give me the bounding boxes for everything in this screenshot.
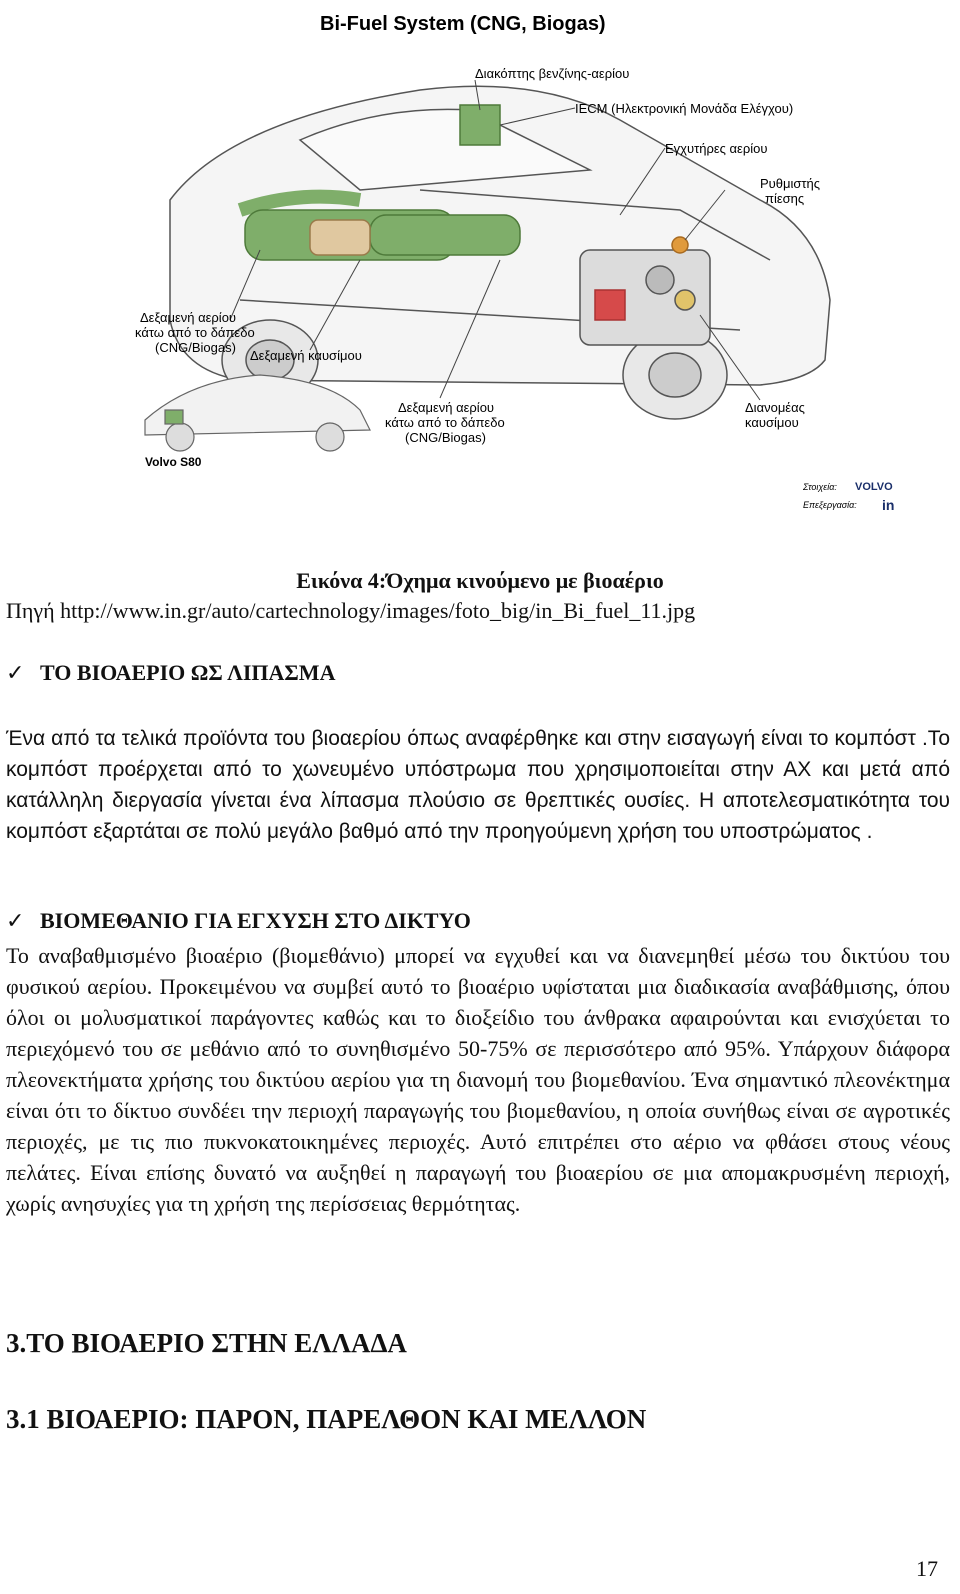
credit-1-value: VOLVO: [855, 481, 893, 493]
bi-fuel-figure: [120, 0, 940, 545]
label-fuel-tank: Δεξαμενή καυσίμου: [250, 348, 362, 363]
section2-paragraph: Το αναβαθμισμένο βιοαέριο (βιομεθάνιο) μπορεί να εγχυθεί και να διανεμηθεί μέσω του δικτύου του φυσικού αερίου. Προκειμένου να συμβεί αυτό το βιοαέριο υφίσταται μια διαδικασία αναβάθμισης, όπου όλοι οι μολυσματικοί παράγοντες καθώς και το διοξείδιο του άνθρακα αφαιρούνται και ενισχύεται το περιεχόμενό του σε μεθάνιο από το συνηθισμένο 50-75% σε περισσότερο από 95%. Υπάρχουν διάφορα πλεονεκτήματα χρήσης του δικτύου αερίου για τη διανομή του βιομεθανίου. Ένα σημαντικό πλεονέκτημα είναι ότι το δίκτυο συνδέει την περιοχή παραγωγής του βιομεθανίου, η οποία συνήθως είναι σε αγροτικές περιοχές, με τις πιο πυκνοκατοικημένες περιοχές. Αυτό επιτρέπει στο αέριο να φθάσει στους νέους πελάτες. Είναι επίσης δυνατό να αυξηθεί η παραγωγή του βιοαερίου σε μια απομακρυσμένη περιοχή, χωρίς ανησυχίες για τη χρήση της περίσσειας θερμότητας.: [6, 943, 950, 1216]
figure-source: Πηγή http://www.in.gr/auto/cartechnology/images/foto_big/in_Bi_fuel_11.jpg: [6, 598, 696, 623]
label-gas-tank-left-2: κάτω από το δάπεδο: [135, 325, 255, 340]
credit-2-label: Επεξεργασία:: [803, 500, 857, 510]
car-diagram: [120, 0, 940, 545]
small-car-illustration: [145, 375, 370, 451]
section2-heading-text: ΒΙΟΜΕΘΑΝΙΟ ΓΙΑ ΕΓΧΥΣΗ ΣΤΟ ΔΙΚΤΥΟ: [40, 908, 471, 933]
label-distributor-1: Διανομέας: [745, 400, 805, 415]
label-distributor-2: καυσίμου: [745, 415, 799, 430]
car-body-illustration: [170, 86, 830, 419]
page-number: 17: [916, 1556, 938, 1581]
label-gas-tank-left-1: Δεξαμενή αερίου: [140, 310, 237, 325]
figure-title: Bi-Fuel System (CNG, Biogas): [320, 13, 606, 35]
credit-1-label: Στοιχεία:: [803, 482, 837, 492]
label-gas-tank-bottom-1: Δεξαμενή αερίου: [398, 400, 495, 415]
check-icon: ✓: [6, 660, 25, 685]
chapter-heading: 3.ΤΟ ΒΙΟΑΕΡΙΟ ΣΤΗΝ ΕΛΛΑΔΑ: [6, 1328, 407, 1358]
label-switch: Διακόπτης βενζίνης-αερίου: [475, 66, 630, 81]
section1-heading: [6, 660, 335, 686]
label-regulator-2: πίεσης: [765, 191, 805, 206]
label-iecm: IECM (Ηλεκτρονική Μονάδα Ελέγχου): [575, 101, 794, 116]
credit-2-value: in: [882, 497, 895, 513]
section1-heading-text: ΤΟ ΒΙΟΑΕΡΙΟ ΩΣ ΛΙΠΑΣΜΑ: [40, 660, 336, 685]
label-gas-tank-bottom-2: κάτω από το δάπεδο: [385, 415, 505, 430]
label-injectors: Εγχυτήρες αερίου: [665, 141, 768, 156]
figure-caption: Εικόνα 4:Όχημα κινούμενο με βιοαέριο: [296, 568, 664, 593]
label-gas-tank-left-3: (CNG/Biogas): [155, 340, 236, 355]
subchapter-heading: 3.1 ΒΙΟΑΕΡΙΟ: ΠΑΡΟΝ, ΠΑΡΕΛΘΟΝ ΚΑΙ ΜΕΛΛΟΝ: [6, 1404, 647, 1434]
label-gas-tank-bottom-3: (CNG/Biogas): [405, 430, 486, 445]
label-model: Volvo S80: [145, 455, 202, 469]
section2-heading: [6, 908, 471, 934]
section1-paragraph: Ένα από τα τελικά προϊόντα του βιοαερίου όπως αναφέρθηκε και στην εισαγωγή είναι το κομπόστ .Το κομπόστ προέρχεται από το χωνευμένο υπόστρωμα που χρησιμοποιείται στην ΑΧ και μετά από κατάλληλη διεργασία γίνεται ένα λίπασμα πλούσιο σε θρεπτικές ουσίες. Η αποτελεσματικότητα του κομπόστ εξαρτάται σε πολύ μεγάλο βαθμό από την προηγούμενη χρήση του υποστρώματος .: [6, 727, 950, 843]
label-regulator-1: Ρυθμιστής: [760, 176, 821, 191]
check-icon: ✓: [6, 908, 25, 933]
